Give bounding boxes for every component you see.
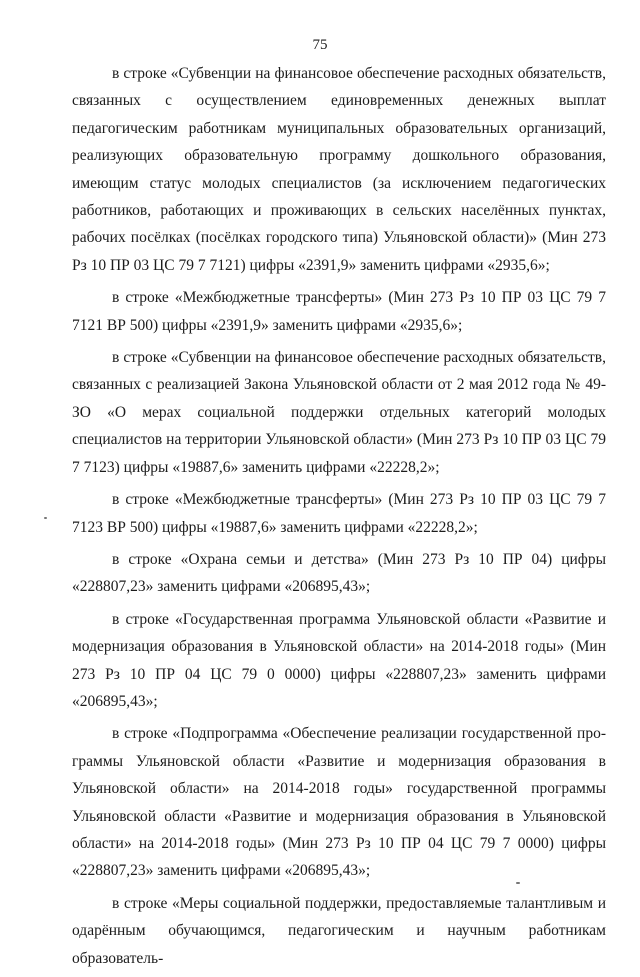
scan-speck — [516, 882, 520, 884]
document-body — [72, 60, 606, 977]
paragraph: в строке «Межбюджетные трансферты» (Мин 273 Рз 10 ПР 03 ЦС 79 7 7123 ВР 500) цифры «19887,6» заменить цифрами «22228,2»; — [72, 491, 606, 536]
paragraph: в строке «Межбюджетные трансферты» (Мин 273 Рз 10 ПР 03 ЦС 79 7 7121 ВР 500) цифры «2391,9» заменить цифрами «2935,6»; — [72, 289, 606, 334]
page-number: 75 — [312, 37, 328, 53]
paragraph: в строке «Субвенции на финансовое обеспечение расходных обязательств, связанных с реализацией Закона Ульяновской области от 2 мая 2012 года № 49-ЗО «О мерах социальной поддержки отдельных категорий молодых специалистов на территории Ульяновской области» (Мин 273 Рз 10 ПР 03 ЦС 79 7 7123) цифры «19887,6» заменить цифрами «22228,2»; — [72, 349, 606, 476]
scan-speck — [44, 517, 47, 519]
paragraph: в строке «Субвенции на финансовое обеспечение расходных обязательств, связанных с осуществлением единовременных денежных выплат педагогическим работникам муниципальных образовательных организаций, реализующих образовательную программу дошкольного образования, имеющим статус молодых специалистов (за исключением педагогических работников, работающих и проживающих в сельских населённых пунктах, рабочих посёлках (посёлках городского типа) Ульяновской области)» (Мин 273 Рз 10 ПР 03 ЦС 79 7 7121) цифры «2391,9» заменить цифрами «2935,6»; — [72, 65, 606, 274]
paragraph: в строке «Охрана семьи и детства» (Мин 273 Рз 10 ПР 04) цифры «228807,23» заменить цифрами «206895,43»; — [72, 550, 606, 596]
paragraph: в строке «Государственная программа Ульяновской области «Развитие и модернизация образования в Ульяновской области» на 2014-2018 годы» (Мин 273 Рз 10 ПР 04 ЦС 79 0 0000) цифры «228807,23» заменить цифрами «206895,43»; — [72, 610, 606, 710]
paragraph: в строке «Подпрограмма «Обеспечение реализации государственной программы Ульяновской области «Развитие и модернизация образования в Ульяновской области» на 2014-2018 годы» государственной программы Ульяновской области «Развитие и модернизация образования в Ульяновской области» на 2014-2018 годы» (Мин 273 Рз 10 ПР 04 ЦС 79 7 0000) цифры «228807,23» заменить цифрами «206895,43»; — [72, 725, 606, 880]
paragraph: в строке «Меры социальной поддержки, предоставляемые талантливым и одарённым обучающимся, педагогическим и научным работникам образователь- — [72, 894, 606, 967]
